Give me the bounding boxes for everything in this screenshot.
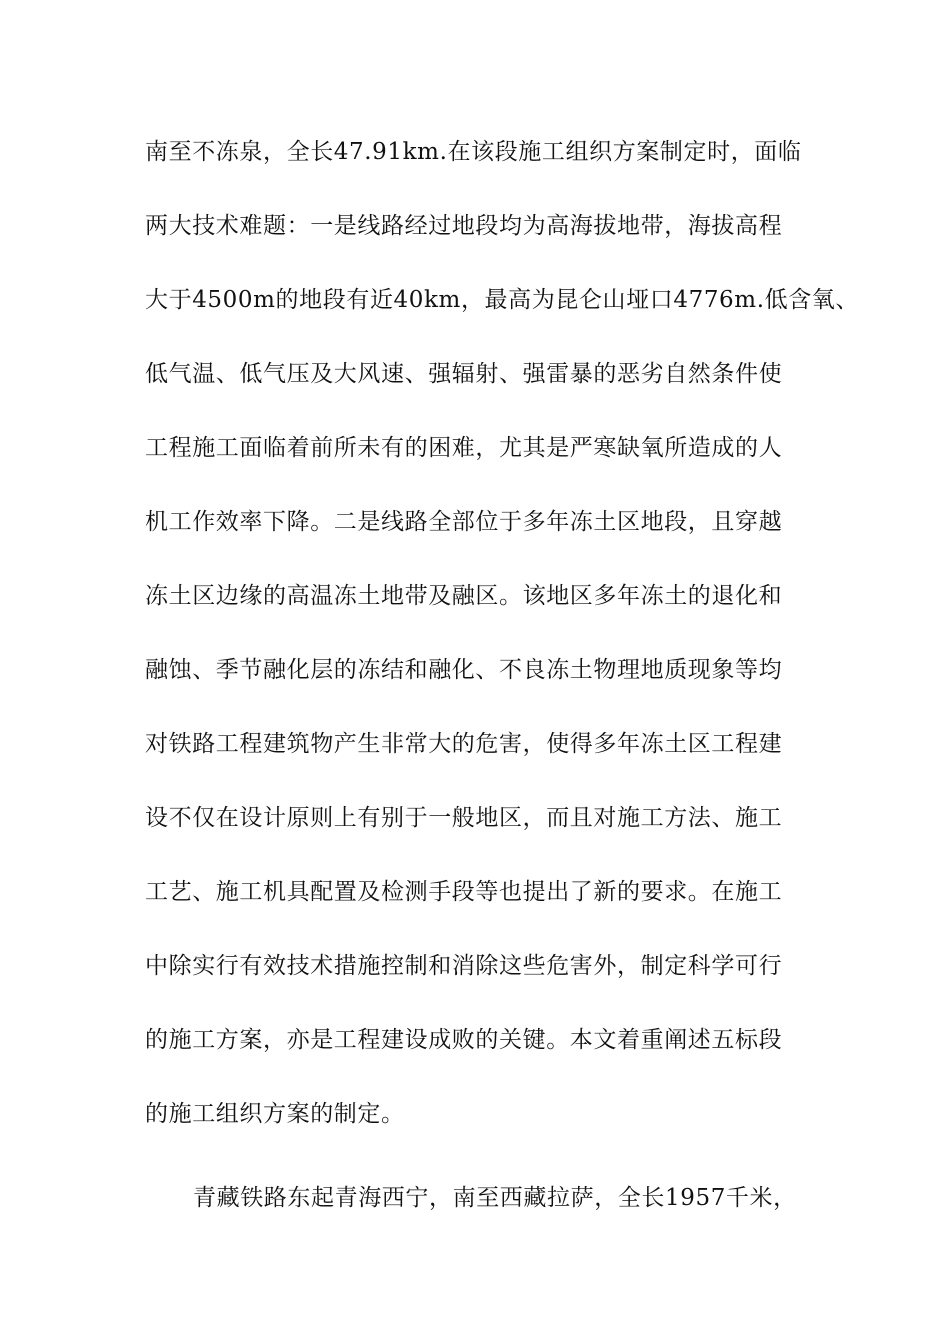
text-line: 设不仅在设计原则上有别于一般地区，而且对施工方法、施工 (145, 805, 783, 831)
text-line: 大于4500m的地段有近40km，最高为昆仑山垭口4776m.低含氧、 (145, 287, 860, 313)
text-line: 工程施工面临着前所未有的困难，尤其是严寒缺氧所造成的人 (145, 435, 783, 461)
text-line: 南至不冻泉，全长47.91km.在该段施工组织方案制定时，面临 (145, 139, 802, 165)
text-line: 冻土区边缘的高温冻土地带及融区。该地区多年冻土的退化和 (145, 583, 783, 609)
text-line: 融蚀、季节融化层的冻结和融化、不良冻土物理地质现象等均 (145, 657, 783, 683)
text-line: 低气温、低气压及大风速、强辐射、强雷暴的恶劣自然条件使 (145, 361, 783, 387)
text-line: 机工作效率下降。二是线路全部位于多年冻土区地段，且穿越 (145, 509, 783, 535)
text-line: 对铁路工程建筑物产生非常大的危害，使得多年冻土区工程建 (145, 731, 783, 757)
paragraph-first-line: 青藏铁路东起青海西宁，南至西藏拉萨，全长1957千米， (193, 1185, 797, 1211)
text-line: 中除实行有效技术措施控制和消除这些危害外，制定科学可行 (145, 953, 783, 979)
text-line: 工艺、施工机具配置及检测手段等也提出了新的要求。在施工 (145, 879, 783, 905)
text-line: 两大技术难题：一是线路经过地段均为高海拔地带，海拔高程 (145, 213, 783, 239)
text-line: 的施工方案，亦是工程建设成败的关键。本文着重阐述五标段 (145, 1027, 783, 1053)
text-line: 的施工组织方案的制定。 (145, 1101, 405, 1127)
